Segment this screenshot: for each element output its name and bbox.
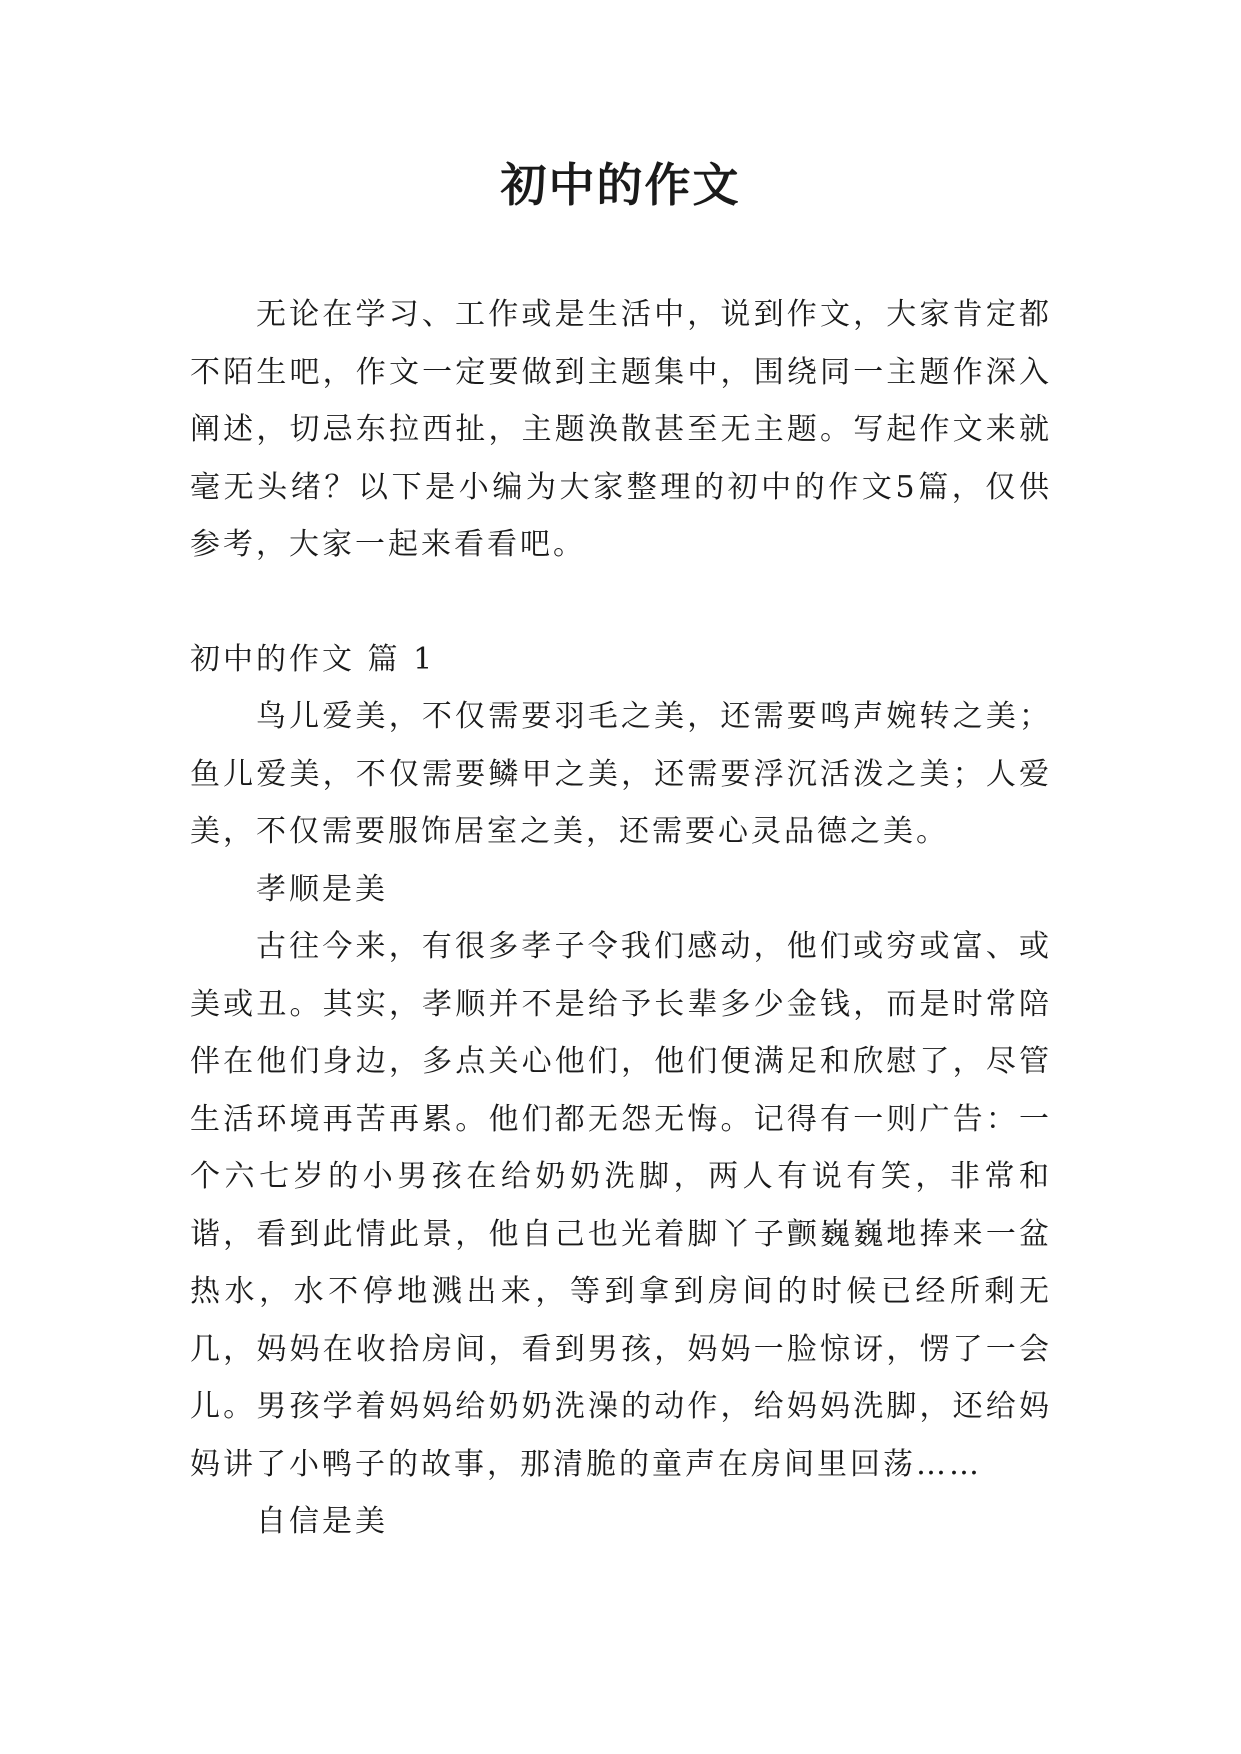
intro-paragraph: 无论在学习、工作或是生活中，说到作文，大家肯定都不陌生吧，作文一定要做到主题集中，围绕同一主题作深入阐述，切忌东拉西扯，主题涣散甚至无主题。写起作文来就毫无头绪？以下是小编为大家整理的初中的作文5篇，仅供参考，大家一起来看看吧。 <box>190 297 1052 562</box>
document-body <box>190 286 1052 1551</box>
section-heading: 初中的作文 篇 1 <box>190 641 436 677</box>
subheading: 自信是美 <box>256 1504 388 1539</box>
document-title: 初中的作文 <box>500 158 741 212</box>
subheading: 孝顺是美 <box>256 871 388 907</box>
body-paragraph: 古往今来，有很多孝子令我们感动，他们或穷或富、或美或丑。其实，孝顺并不是给予长辈多少金钱，而是时常陪伴在他们身边，多点关心他们，他们便满足和欣慰了，尽管生活环境再苦再累。他们都无怨无悔。记得有一则广告：一个六七岁的小男孩在给奶奶洗脚，两人有说有笑，非常和谐，看到此情此景，他自己也光着脚丫子颤巍巍地捧来一盆热水，水不停地溅出来，等到拿到房间的时候已经所剩无几，妈妈在收拾房间，看到男孩，妈妈一脸惊讶，愣了一会儿。男孩学着妈妈给奶奶洗澡的动作，给妈妈洗脚，还给妈妈讲了小鸭子的故事，那清脆的童声在房间里回荡…… <box>190 929 1052 1482</box>
body-paragraph: 鸟儿爱美，不仅需要羽毛之美，还需要鸣声婉转之美；鱼儿爱美，不仅需要鳞甲之美，还需要浮沉活泼之美；人爱美，不仅需要服饰居室之美，还需要心灵品德之美。 <box>190 699 1052 849</box>
